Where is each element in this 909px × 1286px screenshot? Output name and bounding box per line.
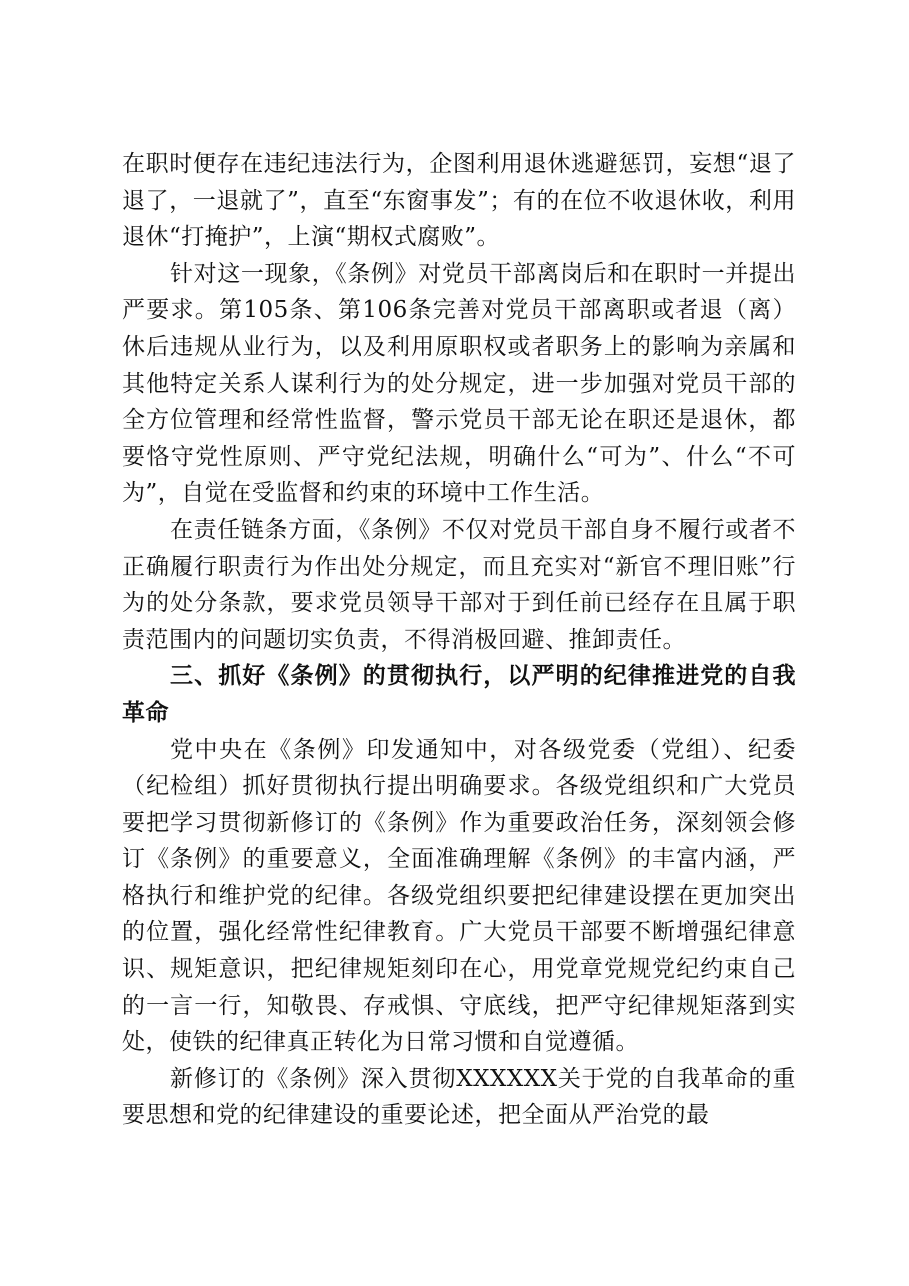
paragraph-implementation: 党中央在《条例》印发通知中，对各级党委（党组）、纪委（纪检组）抓好贯彻执行提出明确要求。各级党组织和广大党员要把学习贯彻新修订的《条例》作为重要政治任务，深刻领会修订《条例》的重要意义，全面准确理解《条例》的丰富内涵，严格执行和维护党的纪律。各级党组织要把纪律建设摆在更加突出的位置，强化经常性纪律教育。广大党员干部要不断增强纪律意识、规矩意识，把纪律规矩刻印在心，用党章党规党纪约束自己的一言一行，知敬畏、存戒惧、守底线，把严守纪律规矩落到实处，使铁的纪律真正转化为日常习惯和自觉遵循。: [122, 736, 796, 1056]
paragraph-revised-regulations: 新修订的《条例》深入贯彻XXXXXX关于党的自我革命的重要思想和党的纪律建设的重要论述，把全面从严治党的最: [122, 1065, 796, 1129]
paragraph-responsibility-chain: 在责任链条方面，《条例》不仅对党员干部自身不履行或者不正确履行职责行为作出处分规定，而且充实对“新官不理旧账”行为的处分条款，要求党员领导干部对于到任前已经存在且属于职责范围内的问题切实负责，不得消极回避、推卸责任。: [122, 516, 796, 653]
paragraph-retirement-rules: 针对这一现象，《条例》对党员干部离岗后和在职时一并提出严要求。第105条、第106条完善对党员干部离职或者退（离）休后违规从业行为，以及利用原职权或者职务上的影响为亲属和其他特定关系人谋利行为的处分规定，进一步加强对党员干部的全方位管理和经常性监督，警示党员干部无论在职还是退休，都要恪守党性原则、严守党纪法规，明确什么“可为”、什么“不可为”，自觉在受监督和约束的环境中工作生活。: [122, 260, 796, 507]
paragraph-continued: 在职时便存在违纪违法行为，企图利用退休逃避惩罚，妄想“退了退了，一退就了”，直至“东窗事发”；有的在位不收退休收，利用退休“打掩护”，上演“期权式腐败”。: [122, 151, 796, 251]
section-heading: 三、抓好《条例》的贯彻执行，以严明的纪律推进党的自我革命: [122, 663, 796, 726]
document-body: [122, 146, 796, 1134]
